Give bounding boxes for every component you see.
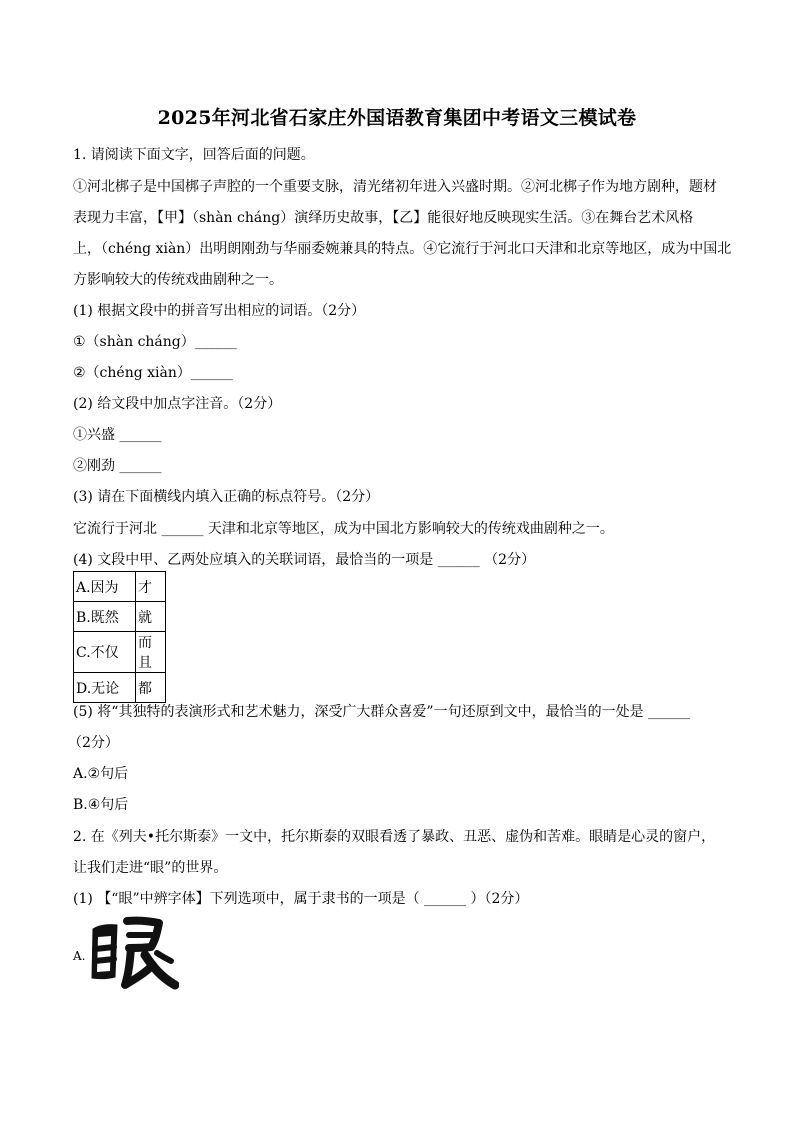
q1-sub5-score: （2分） [68, 735, 119, 751]
q1-sub5-option: B.④句后 [73, 797, 129, 813]
passage-line: 方影响较大的传统戏曲剧种之一。 [73, 272, 283, 288]
q1-stem: 1. 请阅读下面文字，回答后面的问题。 [73, 147, 315, 163]
calligraphy-yan-image [87, 915, 179, 995]
q2-stem-line: 让我们走进“眼”的世界。 [73, 860, 228, 876]
option-cell: B.既然 [74, 602, 136, 632]
option-cell: 而且 [136, 632, 166, 673]
option-cell: A.因为 [74, 572, 136, 602]
option-cell: 都 [136, 673, 166, 703]
passage-line: 上，（chéng xiàn）出明朗刚劲与华丽委婉兼具的特点。④它流行于河北口天津和北京等地区，成为中国北 [73, 241, 732, 257]
q1-sub2-item: ①兴盛 ______ [73, 427, 162, 443]
option-cell: C.不仅 [74, 632, 136, 673]
option-a-label: A. [73, 949, 86, 963]
options-table [73, 571, 166, 703]
q2-sub1-prompt: (1) 【“眼”中辨字体】下列选项中，属于隶书的一项是（ ______ ）（2分） [73, 891, 529, 907]
q1-sub1-item: ①（shàn cháng）______ [73, 334, 237, 350]
table-row [74, 632, 166, 673]
option-cell: 就 [136, 602, 166, 632]
table-row [74, 572, 166, 602]
q1-sub5-option: A.②句后 [73, 766, 129, 782]
option-cell: 才 [136, 572, 166, 602]
q1-sub4-prompt: (4) 文段中甲、乙两处应填入的关联词语，最恰当的一项是 ______ （2分） [73, 552, 536, 568]
option-cell: D.无论 [74, 673, 136, 703]
q1-sub3-prompt: (3) 请在下面横线内填入正确的标点符号。（2分） [73, 489, 380, 505]
q1-sub3-sentence: 它流行于河北 ______ 天津和北京等地区，成为中国北方影响较大的传统戏曲剧种之一。 [73, 521, 614, 537]
passage-line: 表现力丰富，【甲】（shàn cháng）演绎历史故事，【乙】能很好地反映现实生活。③在舞台艺术风格 [73, 210, 694, 226]
q1-sub2-prompt: (2) 给文段中加点字注音。（2分） [73, 396, 282, 412]
q1-sub1-prompt: (1) 根据文段中的拼音写出相应的词语。（2分） [73, 303, 366, 319]
passage-line: ①河北梆子是中国梆子声腔的一个重要支脉，清光绪初年进入兴盛时期。②河北梆子作为地方剧种，题材 [73, 179, 717, 195]
table-row [74, 673, 166, 703]
q2-stem-line: 2. 在《列夫•托尔斯泰》一文中，托尔斯泰的双眼看透了暴政、丑恶、虚伪和苦难。眼睛是心灵的窗户， [73, 829, 716, 845]
q1-sub1-item: ②（chéng xiàn）______ [73, 365, 233, 381]
q1-sub2-item: ②刚劲 ______ [73, 458, 162, 474]
q1-sub5-prompt: (5) 将“其独特的表演形式和艺术魅力，深受广大群众喜爱”一句还原到文中，最恰当的一处是 ______ [73, 704, 691, 720]
table-row [74, 602, 166, 632]
page-title: 2025年河北省石家庄外国语教育集团中考语文三模试卷 [157, 107, 637, 129]
